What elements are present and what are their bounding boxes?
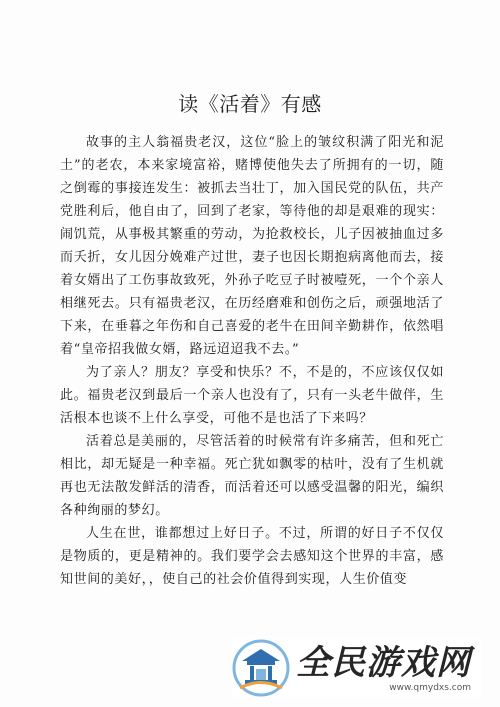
page-title: 读《活着》有感 bbox=[178, 92, 322, 116]
paragraph: 故事的主人翁福贵老汉，这位“脸上的皱纹积满了阳光和泥土”的老农，本来家境富裕，赌博使他失去了所拥有的一切，随之倒霉的事接连发生：被抓去当壮丁，加入国民党的队伍，共产党胜利后，他自由了，回到了老家，等待他的却是艰难的现实：闹饥荒，从事极其繁重的劳动，为抢救校长，儿子因被抽血过多而夭折，女儿因分娩难产过世，妻子也因长期抱病离他而去，接着女婿出了工伤事故致死，外孙子吃豆子时被噎死，一个个亲人相继死去。只有福贵老汉，在历经磨难和创伤之后，顽强地活了下来，在垂暮之年伤和自己喜爱的老牛在田间辛勤耕作，依然唱着“皇帝招我做女婿，路远迢迢我不去。” bbox=[60, 135, 444, 357]
watermark-url: www.qmydxs.com bbox=[389, 682, 471, 693]
article-body bbox=[60, 131, 444, 591]
pavilion-logo-icon bbox=[232, 639, 290, 697]
paragraph: 活着总是美丽的，尽管活着的时候常有许多痛苦，但和死亡相比，却无疑是一种幸福。死亡犹如飘零的枯叶，没有了生机就再也无法散发鲜活的清香，而活着还可以感受温馨的阳光，编织各种绚丽的梦幻。 bbox=[60, 434, 444, 518]
paragraph: 人生在世，谁都想过上好日子。不过，所谓的好日子不仅仅是物质的，更是精神的。我们要学会去感知这个世界的丰富，感知世间的美好，，使自己的社会价值得到实现，人生价值变 bbox=[60, 526, 444, 587]
watermark-site-name: 全民游戏网 bbox=[296, 642, 471, 683]
watermark-text bbox=[296, 644, 471, 693]
site-watermark bbox=[232, 639, 482, 697]
paragraph: 为了亲人？朋友？享受和快乐？不，不是的，不应该仅仅如此。福贵老汉到最后一个亲人也没有了，只有一头老牛做伴，生活根本也谈不上什么享受，可他不是也活了下来吗？ bbox=[60, 365, 444, 426]
